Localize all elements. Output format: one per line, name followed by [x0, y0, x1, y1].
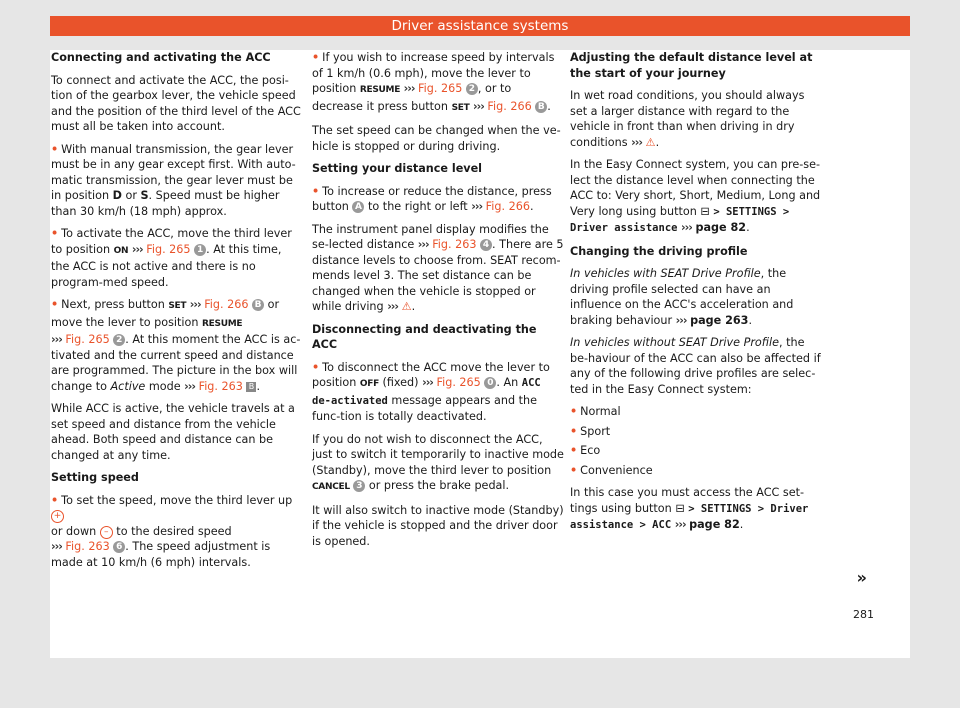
page-number: 281 [853, 608, 874, 621]
figure-link[interactable]: Fig. 263 [65, 540, 110, 553]
callout-icon: 3 [353, 480, 365, 492]
paragraph: To connect and activate the ACC, the posi-tion of the gearbox lever, the vehicle speed and the position of the third level of the ACC must all be taken into account. [51, 73, 301, 133]
set-button-icon: SET [451, 102, 470, 113]
callout-icon: 2 [466, 83, 478, 95]
resume-button-icon: RESUME [359, 85, 401, 95]
figure-link[interactable]: Fig. 265 [146, 242, 191, 256]
figure-link[interactable]: Fig. 265 [65, 333, 110, 346]
page-link[interactable]: page 82 [695, 221, 747, 234]
heading-distance: Setting your distance level [312, 162, 483, 175]
callout-icon: 6 [113, 541, 125, 553]
figure-link[interactable]: Fig. 265 [418, 82, 463, 95]
callout-icon: B [252, 299, 264, 311]
list-item: • Sport [570, 424, 611, 438]
paragraph: The instrument panel display modifies the se-lected distance ››› Fig. 263 4 . There are 5 distance levels to choose from. SEAT recom-mends level 3. The set distance can be changed when the vehicle is stopped or while driving ››› ⚠. [312, 222, 564, 313]
list-item: • Convenience [570, 463, 653, 477]
figure-link[interactable]: Fig. 266 [487, 99, 532, 113]
heading-disconnecting: Disconnecting and deactivating the ACC [312, 322, 537, 351]
column-2 [312, 50, 564, 556]
paragraph: In wet road conditions, you should always set a larger distance with regard to the vehicle in front than when driving in dry conditions ››› ⚠. [570, 89, 805, 149]
paragraph: In vehicles without SEAT Drive Profile, the be-haviour of the ACC can also be affected if any of the following drive profiles are selec-ted in the Easy Connect system: [570, 336, 821, 396]
column-1 [51, 50, 303, 577]
menu-path: > SETTINGS > Driver assistance [570, 205, 790, 234]
car-menu-icon: ⊟ [675, 501, 685, 515]
resume-button-icon: RESUME [202, 318, 243, 329]
page-link[interactable]: page 82 [689, 518, 740, 531]
bullet-item: • To set the speed, move the third lever up + or down – to the desired speed ››› Fig. 263 6 . The speed adjustment is made at 10 km/h (6 mph) intervals. [51, 493, 293, 569]
column-3 [570, 50, 822, 541]
list-item: • Eco [570, 444, 601, 457]
figure-link[interactable]: Fig. 266 [204, 298, 249, 311]
bullet-item: • To increase or reduce the distance, press button A to the right or left ››› Fig. 266. [312, 184, 552, 213]
warning-icon: ⚠ [401, 300, 412, 313]
paragraph: In the Easy Connect system, you can pre-se-lect the distance level when connecting the ACC to: Very short, Short, Medium, Long and Very long using button ⊟ > SETTINGS > Driver assistance ››› page 82. [570, 158, 821, 234]
heading-connecting: Connecting and activating the ACC [51, 51, 271, 64]
bullet-item: • With manual transmission, the gear lever must be in any gear except first. With auto-matic transmission, the gear lever must be in position D or S. Speed must be higher than 30 km/h (18 mph) approx. [51, 142, 296, 218]
paragraph: If you do not wish to disconnect the ACC, just to switch it temporarily to inactive mode (Standby), move the third lever to position CANCEL 3 or press the brake pedal. [312, 432, 564, 492]
figure-link[interactable]: Fig. 266 [485, 200, 530, 213]
bullet-item: • To disconnect the ACC move the lever to position OFF (fixed) ››› Fig. 265 0 . An ACC de-activated message appears and the func-tion is totally deactivated. [312, 360, 550, 423]
paragraph: The set speed can be changed when the ve-hicle is stopped or during driving. [312, 124, 561, 153]
figure-link[interactable]: Fig. 265 [436, 376, 481, 389]
heading-default-distance: Adjusting the default distance level at the start of your journey [570, 51, 813, 80]
callout-icon: 1 [194, 244, 206, 256]
callout-icon: 2 [113, 334, 125, 346]
bullet-item: • If you wish to increase speed by intervals of 1 km/h (0.6 mph), move the lever to position RESUME ››› Fig. 265 2 , or to decrease it press button SET ››› Fig. 266 B . [312, 51, 555, 113]
bullet-item: • Next, press button SET ››› Fig. 266 B or move the lever to position RESUME ››› Fig. 265 2 . At this moment the ACC is ac-tivated and the current speed and distance are programmed. The picture in the box will change to Active mode ››› Fig. 263 B . [51, 298, 301, 393]
warning-icon: ⚠ [645, 135, 656, 149]
figure-link[interactable]: Fig. 263 [432, 238, 477, 251]
callout-icon: A [352, 201, 364, 213]
page-link[interactable]: page 263 [690, 313, 749, 327]
callout-icon: B [535, 101, 547, 113]
heading-setting-speed: Setting speed [51, 471, 139, 484]
paragraph: In vehicles with SEAT Drive Profile, the driving profile selected can have an influence on the ACC's acceleration and braking behaviour ››› page 263. [570, 267, 794, 327]
menu-path: > SETTINGS > Driver assistance > ACC [570, 502, 809, 531]
section-header [50, 16, 910, 36]
car-menu-icon: ⊟ [700, 204, 710, 218]
on-button-icon: ON [113, 245, 129, 256]
callout-icon: 4 [480, 239, 492, 251]
paragraph: In this case you must access the ACC set-tings using button ⊟ > SETTINGS > Driver assistance > ACC ››› page 82. [570, 486, 809, 531]
display-message: ACC de-activated [312, 377, 541, 407]
minus-icon: – [100, 526, 113, 539]
callout-icon: 0 [484, 377, 496, 389]
heading-driving-profile: Changing the driving profile [570, 244, 748, 258]
figure-link[interactable]: Fig. 263 [198, 379, 243, 393]
paragraph: While ACC is active, the vehicle travels at a set speed and distance from the vehicle ahead. Both speed and distance can be changed at any time. [51, 402, 295, 462]
box-callout-icon: B [246, 382, 256, 392]
cancel-button-icon: CANCEL [312, 482, 350, 492]
bullet-item: • To activate the ACC, move the third lever to position ON ››› Fig. 265 1 . At this time, the ACC is not active and there is no program-med speed. [51, 227, 292, 289]
continue-icon: » [856, 568, 867, 587]
plus-icon: + [51, 510, 64, 523]
section-title: Driver assistance systems [391, 18, 569, 34]
list-item: • Normal [570, 405, 621, 418]
off-button-icon: OFF [359, 379, 379, 389]
paragraph: It will also switch to inactive mode (Standby) if the vehicle is stopped and the driver door is opened. [312, 503, 564, 548]
set-button-icon: SET [168, 301, 187, 311]
